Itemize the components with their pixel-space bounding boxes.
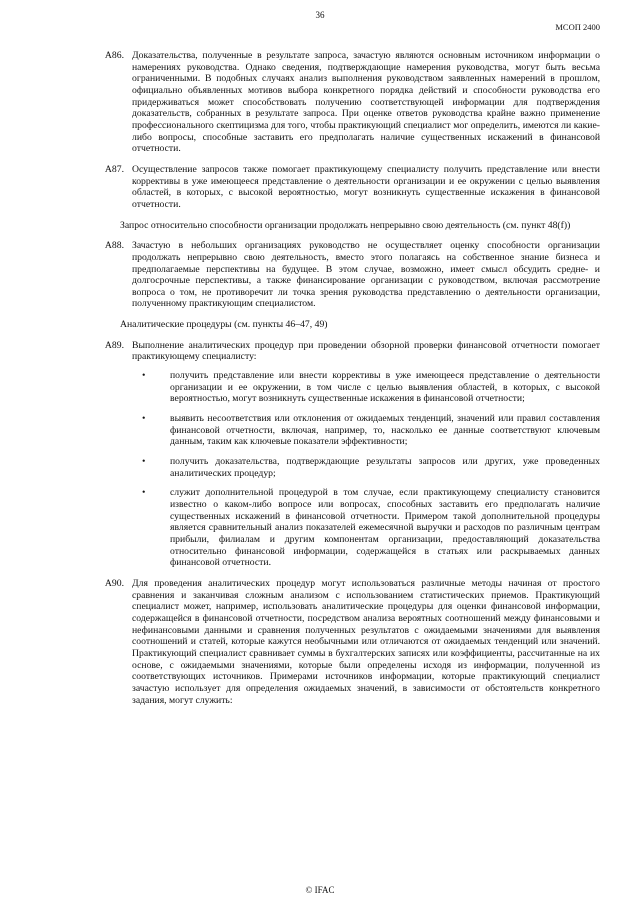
list-item [132,413,600,448]
page-content [104,50,600,715]
paragraph-number: A86. [104,50,124,61]
paragraph-number: A89. [104,339,124,351]
paragraph-text [122,340,600,569]
section-heading-analytical-procedures: Аналитические процедуры (см. пункты 46–47, 49) [120,319,328,331]
footer-copyright: © IFAC [305,885,335,895]
paragraph-a86 [104,50,600,155]
paragraph-text: Зачастую в небольших организациях руководство не осуществляет оценку способности организации продолжать непрерывно свою деятельность, вместо этого полагаясь на собственное знание бизнеса и предполагаемые перспективы на будущее. В этом случае, возможно, имеет смысл обсудить средне- и долгосрочные перспективы, а также финансирование организации с руководством, включая рассмотрение вопроса о том, не противоречит ли точка зрения руководства представлению о деятельности организации, полученному практикующим специалистом. [132,240,600,310]
paragraph-number: A87. [104,163,124,175]
bullet-icon: • [142,487,146,499]
document-code: МСОП 2400 [555,22,600,32]
paragraph-a90 [104,577,600,706]
paragraph-a89 [104,339,600,569]
bullet-icon: • [142,413,146,425]
list-item-text: получить доказательства, подтверждающие результаты запросов или других, уже проведенных аналитических процедур; [170,456,600,479]
list-item [132,487,600,569]
page-number: 36 [315,10,325,20]
bullet-list [132,370,600,569]
list-item [132,370,600,405]
paragraph-text: Доказательства, полученные в результате запроса, зачастую являются основным источником информации о намерениях руководства. Однако сведения, подтверждающие намерения руководства, могут быть весьма ограниченными. В подобных случаях анализ выполнения руководством заявленных намерений в прошлом, официально объявленных мотивов выбора конкретного порядка действий и способности руководства его придерживаться может способствовать получению соответствующей информации для подтверждения доказательств, собранных в результате запроса. При оценке ответов руководства крайне важно применение профессионального скептицизма для того, чтобы практикующий специалист мог определить, имеются ли какие-либо вопросы, способные заставить его предполагать наличие существенных искажений в финансовой отчетности. [132,50,600,155]
bullet-icon: • [142,370,146,382]
paragraph-text: Осуществление запросов также помогает практикующему специалисту получить представление или внести коррективы в уже имеющееся представление о деятельности организации и ее окружении с целью выявления областей, в которых, с высокой вероятностью, могут возникнуть существенные искажения в финансовой отчетности. [132,163,600,210]
list-item-text: получить представление или внести коррективы в уже имеющееся представление о деятельности организации и ее окружении, в том числе с целью выявления областей, в которых, с высокой вероятностью, могут возникнуть существенные искажения в финансовой отчетности; [170,370,600,405]
list-item [132,456,600,479]
paragraph-text: Для проведения аналитических процедур могут использоваться различные методы начиная от простого сравнения и заканчивая сложным анализом с использованием статистических приемов. Практикующий специалист может, например, использовать аналитические процедуры для оценки финансовой информации, содержащейся в финансовой отчетности, посредством анализа вероятных соотношений между финансовыми и нефинансовыми данными и сравнения полученных результатов с ожидаемыми значениями для выявления соотношений и статей, которые кажутся необычными или отличаются от ожидаемых тенденций или значений. Практикующий специалист сравнивает суммы в бухгалтерских записях или коэффициенты, рассчитанные на их основе, с ожидаемыми значениями, которые были определены исходя из информации, полученной из соответствующих источников. Примерами источников информации, которые практикующий специалист зачастую использует для определения ожидаемых значений, в зависимости от обстоятельств конкретного задания, могут служить: [132,577,600,706]
section-heading-going-concern: Запрос относительно способности организации продолжать непрерывно свою деятельность (см. пункт 48(f)) [120,219,571,231]
list-item-text: служит дополнительной процедурой в том случае, если практикующему специалисту становится известно о каком-либо вопросе или вопросах, способных заставить его предполагать наличие существенных искажений в финансовой отчетности. Примером такой дополнительной процедуры является сравнительный анализ показателей ежемесячной выручки и расходов по различным центрам прибыли, филиалам и другим компонентам организации, предоставляющий доказательства относительно финансовой информации, содержащейся в статьях или раскрываемых данных финансовой отчетности. [170,487,600,569]
paragraph-a87 [104,163,600,211]
paragraph-intro: Выполнение аналитических процедур при проведении обзорной проверки финансовой отчетности помогает практикующему специалисту: [132,339,600,363]
paragraph-number: A88. [104,240,124,252]
list-item-text: выявить несоответствия или отклонения от ожидаемых тенденций, значений или правил составления финансовой отчетности, включая, например, то, насколько ее данные соответствуют ключевым данным, таким как ключевые показатели эффективности; [170,413,600,448]
bullet-icon: • [142,456,146,468]
paragraph-a88 [104,240,600,310]
paragraph-number: A90. [104,577,124,589]
